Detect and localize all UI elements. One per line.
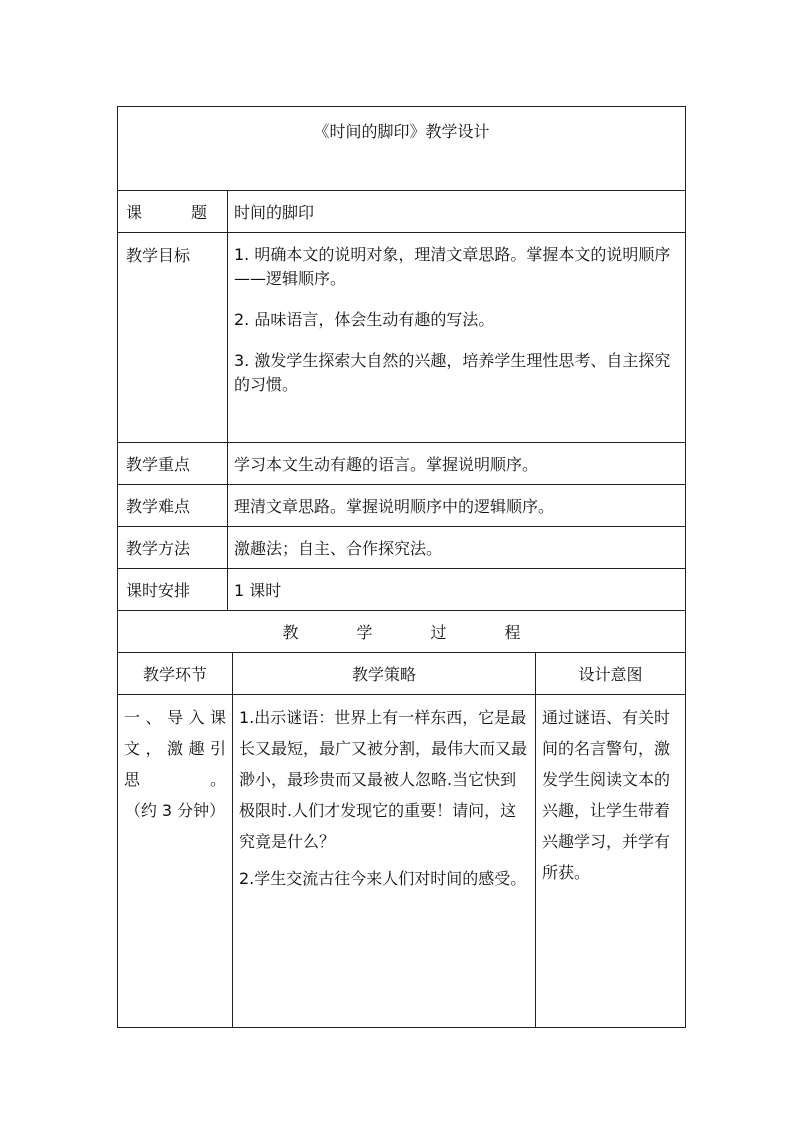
- strategy-item-1: 1.出示谜语：世界上有一样东西，它是最长又最短，最广又被分割，最伟大而又最渺小，最珍贵而又最被人忽略.当它快到极限时.人们才发现它的重要！请问，这究竟是什么？: [239, 708, 528, 851]
- purpose-text: 通过谜语、有关时间的名言警句，激发学生阅读文本的兴趣，让学生带着兴趣学习，并学有所获。: [542, 708, 671, 882]
- stage-title: 一、导入课文，激趣引思。: [124, 708, 226, 789]
- key-points-label: 教学重点: [118, 443, 228, 484]
- key-points-row: [118, 442, 685, 484]
- goal-item-1: 1. 明确本文的说明对象，理清文章思路。掌握本文的说明顺序——逻辑顺序。: [234, 245, 671, 288]
- process-heading-char-4: 程: [504, 623, 521, 642]
- lesson-plan-table: [117, 106, 686, 1028]
- column-header-purpose: 设计意图: [578, 665, 643, 684]
- schedule-value: 1 课时: [234, 581, 282, 600]
- difficulties-label: 教学难点: [118, 485, 228, 526]
- document-title: 《时间的脚印》教学设计: [313, 122, 490, 141]
- strategy-cell: [233, 695, 536, 1027]
- difficulties-value: 理清文章思路。掌握说明顺序中的逻辑顺序。: [234, 497, 555, 516]
- goals-row: [118, 232, 685, 442]
- column-header-strategy: 教学策略: [233, 653, 536, 694]
- stage-cell: [118, 695, 233, 1027]
- process-heading-row: [118, 610, 685, 652]
- column-header-stage: 教学环节: [118, 653, 233, 694]
- methods-value: 激趣法；自主、合作探究法。: [234, 539, 443, 558]
- methods-label: 教学方法: [118, 527, 228, 568]
- goal-item-2: 2. 品味语言，体会生动有趣的写法。: [234, 310, 495, 329]
- topic-row: [118, 190, 685, 232]
- methods-row: [118, 526, 685, 568]
- process-heading-char-2: 学: [356, 623, 373, 642]
- stage-time: （约 3 分钟）: [124, 801, 226, 820]
- process-heading-char-3: 过: [430, 623, 447, 642]
- purpose-cell: [536, 695, 685, 1027]
- key-points-value: 学习本文生动有趣的语言。掌握说明顺序。: [234, 455, 539, 474]
- schedule-label: 课时安排: [118, 569, 228, 610]
- process-columns-row: [118, 652, 685, 694]
- topic-label-char-2: 题: [190, 203, 207, 222]
- process-body-row: [118, 694, 685, 1027]
- goal-item-3: 3. 激发学生探索大自然的兴趣，培养学生理性思考、自主探究的习惯。: [234, 351, 671, 394]
- difficulties-row: [118, 484, 685, 526]
- schedule-row: [118, 568, 685, 610]
- topic-label-char-1: 课: [126, 203, 143, 222]
- process-heading-char-1: 教: [282, 623, 299, 642]
- strategy-item-2: 2.学生交流古往今来人们对时间的感受。: [239, 869, 527, 888]
- goals-value: [228, 233, 685, 442]
- topic-label: [118, 191, 228, 232]
- goals-label: 教学目标: [118, 233, 228, 442]
- topic-value: 时间的脚印: [234, 203, 315, 222]
- title-row: [118, 107, 685, 190]
